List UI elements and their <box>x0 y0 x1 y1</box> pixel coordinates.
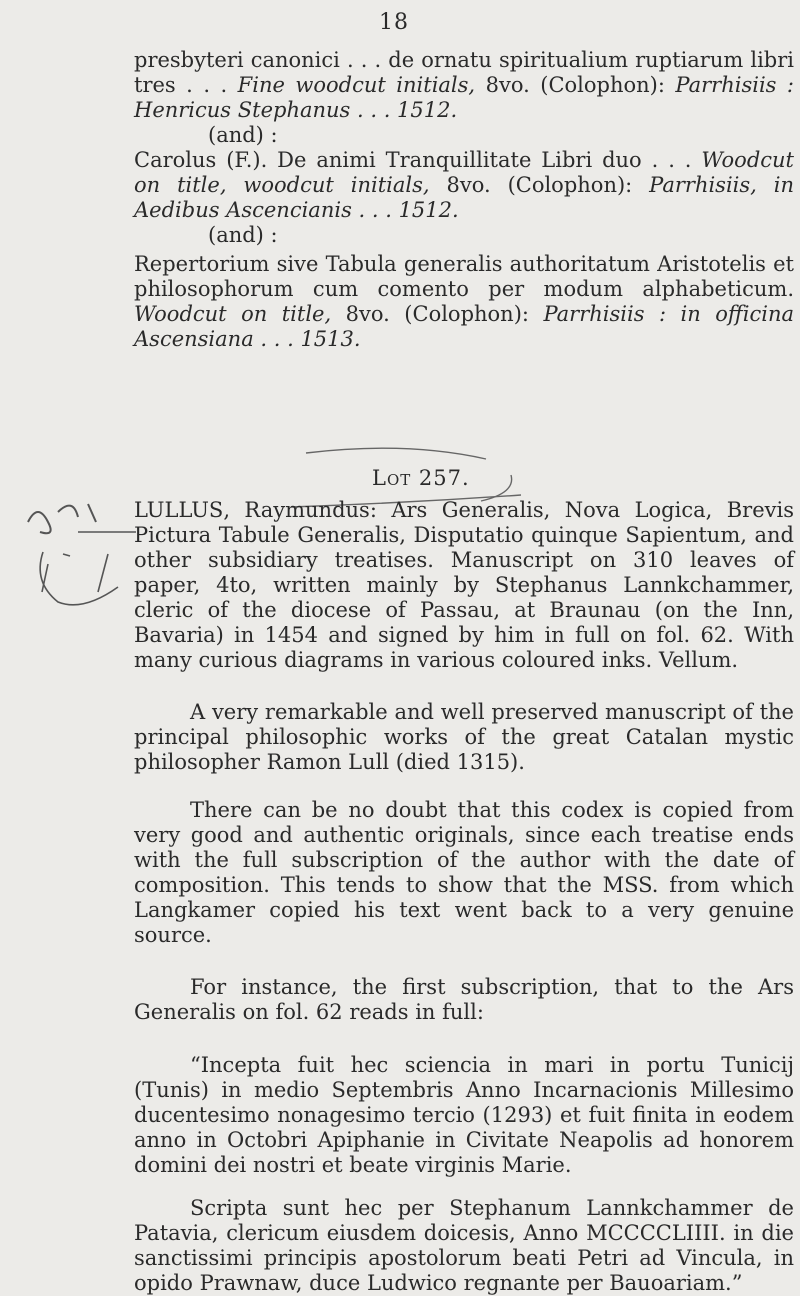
entry2-description: Woodcut on title, woodcut initials, <box>134 148 794 197</box>
entry1-imprint: Parrhisiis : Henricus Stephanus . . . 1512. <box>134 73 794 122</box>
catalogue-entry-ornatu <box>134 48 794 148</box>
catalogue-entry-carolus <box>134 148 794 248</box>
paragraph-no-doubt-text: There can be no doubt that this codex is copied from very good and authentic originals, since each treatise ends with the full subscription of the author with the date of composition. This tends to show that the MSS. from which Langkamer copied his text went back to a very genuine source. <box>134 798 794 947</box>
lullus-heading: LULLUS <box>134 498 224 522</box>
entry2-imprint: Parrhisiis, in Aedibus Ascencianis . . . 1512. <box>134 173 794 222</box>
entry3-imprint: Parrhisiis : in officina Ascensiana . . . 1513. <box>134 302 795 351</box>
entry3-description: Woodcut on title, <box>134 302 332 326</box>
lot-257-description <box>134 498 794 673</box>
paragraph-no-doubt <box>134 798 794 948</box>
entry2-text: Carolus (F.). De animi Tranquillitate Libri duo . . . <box>134 148 702 172</box>
paragraph-remarkable <box>134 700 794 775</box>
entry3-text: Repertorium sive Tabula generalis authoritatum Aristotelis et philosophorum cum comento per modum alphabeticum. <box>134 252 794 301</box>
connector-and-1: (and) : <box>208 123 278 147</box>
quotation-scripta-text: Scripta sunt hec per Stephanum Lannkchammer de Patavia, clericum eiusdem doicesis, Anno MCCCCLIIII. in die sanctissimi principis apostolorum beati Petri ad Vincula, in opido Prawnaw, duce Ludwico regnante per Bauoariam.” <box>134 1196 794 1295</box>
paragraph-for-instance <box>134 975 794 1025</box>
quotation-incepta-text: “Incepta fuit hec sciencia in mari in portu Tunicij (Tunis) in medio Septembris Anno Incarnacionis Millesimo ducentesimo nonagesimo tercio (1293) et fuit finita in eodem anno in Octobri Apiphanie in Civitate Neapolis ad honorem domini dei nostri et beate virginis Marie. <box>134 1053 794 1177</box>
entry3-format: 8vo. (Colophon): <box>331 302 544 326</box>
paragraph-for-instance-text: For instance, the first subscription, that to the Ars Generalis on fol. 62 reads in full: <box>134 975 794 1024</box>
entry1-format: 8vo. (Colophon): <box>475 73 676 97</box>
connector-and-2: (and) : <box>208 223 278 247</box>
quotation-incepta <box>134 1053 794 1178</box>
entry1-description: Fine woodcut initials, <box>237 73 476 97</box>
pencil-margin-annotation <box>18 492 138 622</box>
quotation-scripta <box>134 1196 794 1296</box>
entry2-format: 8vo. (Colophon): <box>429 173 650 197</box>
entry1-text: presbyteri canonici . . . de ornatu spiritualium ruptiarum libri tres . . . <box>134 48 794 97</box>
lullus-description: , Raymundus: Ars Generalis, Nova Logica, Brevis Pictura Tabule Generalis, Disputatio quinque Sapientum, and other subsidiary treatises. Manuscript on 310 leaves of paper, 4to, written mainly by Stephanus Lannkchammer, cleric of the diocese of Passau, at Braunau (on the Inn, Bavaria) in 1454 and signed by him in full on fol. 62. With many curious diagrams in various coloured inks. Vellum. <box>134 498 794 672</box>
lot-label: Lot 257. <box>372 466 470 490</box>
page-number: 18 <box>379 10 409 35</box>
catalogue-entry-repertorium <box>134 252 794 352</box>
paragraph-remarkable-text: A very remarkable and well preserved manuscript of the principal philosophic works of the great Catalan mystic philosopher Ramon Lull (died 1315). <box>134 700 794 774</box>
